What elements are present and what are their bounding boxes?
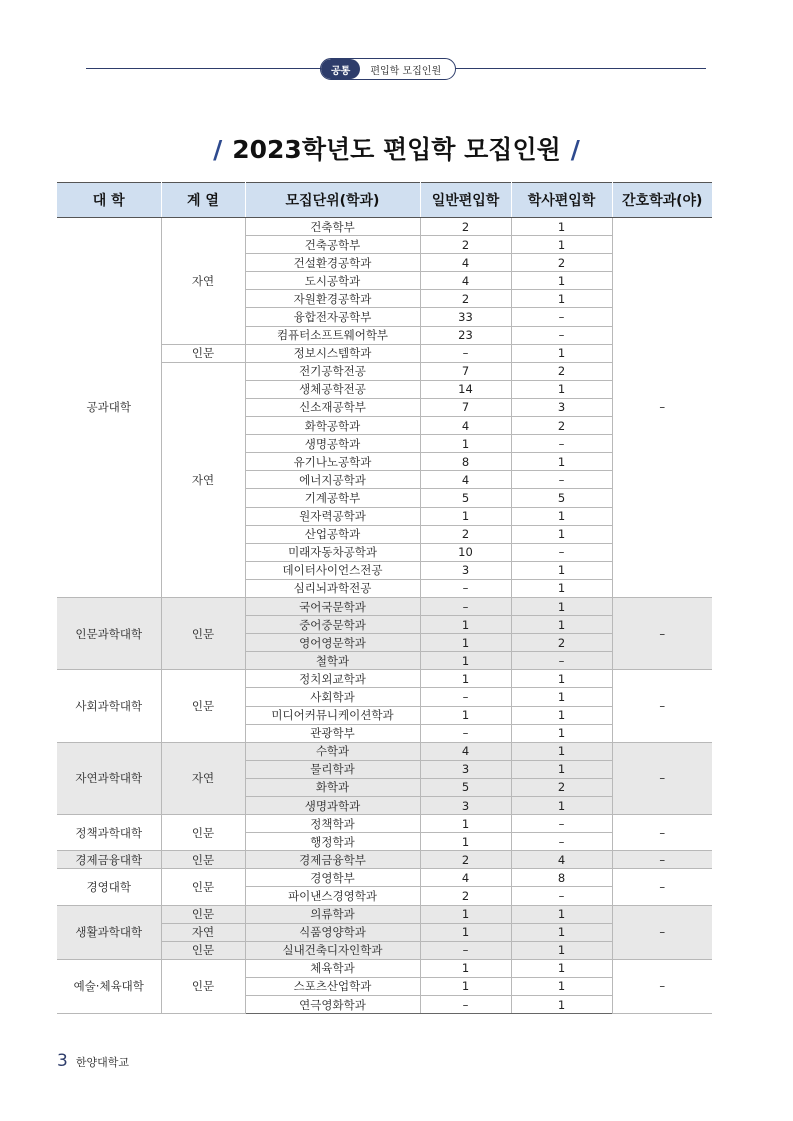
dept-cell: 수학과 xyxy=(245,742,420,760)
general-count-cell: 2 xyxy=(420,887,511,905)
bachelor-count-cell: 1 xyxy=(511,905,612,923)
dept-cell: 미래자동차공학과 xyxy=(245,543,420,561)
general-count-cell: 1 xyxy=(420,833,511,851)
general-count-cell: 8 xyxy=(420,453,511,471)
general-count-cell: 3 xyxy=(420,760,511,778)
dept-cell: 생명과학과 xyxy=(245,797,420,815)
dept-cell: 경제금융학부 xyxy=(245,851,420,869)
table-row xyxy=(57,815,712,833)
table-row xyxy=(57,959,712,977)
general-count-cell: 1 xyxy=(420,977,511,995)
footer xyxy=(57,1051,129,1071)
field-cell: 자연 xyxy=(161,923,245,941)
nursing-cell: – xyxy=(612,905,712,959)
header-category: 공통 xyxy=(321,59,360,79)
field-cell: 인문 xyxy=(161,344,245,362)
general-count-cell: 1 xyxy=(420,616,511,634)
general-count-cell: 4 xyxy=(420,272,511,290)
bachelor-count-cell: 1 xyxy=(511,996,612,1014)
dept-cell: 미디어커뮤니케이션학과 xyxy=(245,706,420,724)
bachelor-count-cell: – xyxy=(511,326,612,344)
bachelor-count-cell: 1 xyxy=(511,579,612,597)
field-cell: 인문 xyxy=(161,941,245,959)
bachelor-count-cell: 1 xyxy=(511,941,612,959)
dept-cell: 의류학과 xyxy=(245,905,420,923)
field-cell: 인문 xyxy=(161,851,245,869)
field-cell: 인문 xyxy=(161,815,245,851)
bachelor-count-cell: 1 xyxy=(511,507,612,525)
college-cell: 사회과학대학 xyxy=(57,670,161,742)
nursing-cell: – xyxy=(612,851,712,869)
bachelor-count-cell: 1 xyxy=(511,561,612,579)
general-count-cell: 1 xyxy=(420,634,511,652)
title-slash-right: / xyxy=(570,135,580,164)
bachelor-count-cell: 1 xyxy=(511,236,612,254)
dept-cell: 경영학부 xyxy=(245,869,420,887)
bachelor-count-cell: 1 xyxy=(511,670,612,688)
nursing-cell: – xyxy=(612,869,712,905)
dept-cell: 정보시스템학과 xyxy=(245,344,420,362)
bachelor-count-cell: 1 xyxy=(511,706,612,724)
dept-cell: 원자력공학과 xyxy=(245,507,420,525)
bachelor-count-cell: 1 xyxy=(511,616,612,634)
bachelor-count-cell: 1 xyxy=(511,797,612,815)
dept-cell: 기계공학부 xyxy=(245,489,420,507)
bachelor-count-cell: 1 xyxy=(511,218,612,236)
title-slash-left: / xyxy=(213,135,223,164)
nursing-cell: – xyxy=(612,597,712,669)
college-cell: 경제금융대학 xyxy=(57,851,161,869)
dept-cell: 컴퓨터소프트웨어학부 xyxy=(245,326,420,344)
bachelor-count-cell: 1 xyxy=(511,453,612,471)
general-count-cell: 2 xyxy=(420,290,511,308)
dept-cell: 연극영화학과 xyxy=(245,996,420,1014)
general-count-cell: 14 xyxy=(420,380,511,398)
dept-cell: 건축공학부 xyxy=(245,236,420,254)
general-count-cell: 7 xyxy=(420,398,511,416)
bachelor-count-cell: – xyxy=(511,887,612,905)
nursing-cell: – xyxy=(612,218,712,598)
page-number: 3 xyxy=(57,1051,68,1071)
bachelor-count-cell: 2 xyxy=(511,417,612,435)
field-cell: 인문 xyxy=(161,670,245,742)
general-count-cell: 4 xyxy=(420,742,511,760)
general-count-cell: 1 xyxy=(420,959,511,977)
field-cell: 인문 xyxy=(161,597,245,669)
general-count-cell: 4 xyxy=(420,869,511,887)
dept-cell: 생명공학과 xyxy=(245,435,420,453)
dept-cell: 데이터사이언스전공 xyxy=(245,561,420,579)
col-bachelor: 학사편입학 xyxy=(511,183,612,218)
bachelor-count-cell: 1 xyxy=(511,688,612,706)
table-body xyxy=(57,218,712,1014)
college-cell: 예술·체육대학 xyxy=(57,959,161,1013)
college-cell: 인문과학대학 xyxy=(57,597,161,669)
dept-cell: 에너지공학과 xyxy=(245,471,420,489)
bachelor-count-cell: 2 xyxy=(511,362,612,380)
dept-cell: 스포츠산업학과 xyxy=(245,977,420,995)
college-cell: 공과대학 xyxy=(57,218,161,598)
bachelor-count-cell: 1 xyxy=(511,977,612,995)
general-count-cell: 2 xyxy=(420,851,511,869)
bachelor-count-cell: 8 xyxy=(511,869,612,887)
dept-cell: 파이낸스경영학과 xyxy=(245,887,420,905)
general-count-cell: 1 xyxy=(420,905,511,923)
bachelor-count-cell: 1 xyxy=(511,525,612,543)
header-section: 편입학 모집인원 xyxy=(370,65,442,77)
table-row xyxy=(57,670,712,688)
field-cell: 인문 xyxy=(161,959,245,1013)
general-count-cell: 23 xyxy=(420,326,511,344)
general-count-cell: – xyxy=(420,996,511,1014)
dept-cell: 관광학부 xyxy=(245,724,420,742)
dept-cell: 사회학과 xyxy=(245,688,420,706)
general-count-cell: 1 xyxy=(420,923,511,941)
table-row xyxy=(57,851,712,869)
dept-cell: 산업공학과 xyxy=(245,525,420,543)
table-row xyxy=(57,597,712,615)
general-count-cell: 1 xyxy=(420,706,511,724)
general-count-cell: 5 xyxy=(420,489,511,507)
dept-cell: 행정학과 xyxy=(245,833,420,851)
bachelor-count-cell: 1 xyxy=(511,344,612,362)
dept-cell: 자원환경공학과 xyxy=(245,290,420,308)
bachelor-count-cell: 1 xyxy=(511,724,612,742)
table-row xyxy=(57,905,712,923)
field-cell: 자연 xyxy=(161,742,245,814)
bachelor-count-cell: 1 xyxy=(511,923,612,941)
dept-cell: 정책학과 xyxy=(245,815,420,833)
bachelor-count-cell: 1 xyxy=(511,742,612,760)
field-cell: 자연 xyxy=(161,218,245,345)
table-row xyxy=(57,218,712,236)
bachelor-count-cell: – xyxy=(511,435,612,453)
bachelor-count-cell: 5 xyxy=(511,489,612,507)
general-count-cell: 2 xyxy=(420,236,511,254)
nursing-cell: – xyxy=(612,670,712,742)
header-badge xyxy=(320,58,456,80)
bachelor-count-cell: – xyxy=(511,471,612,489)
bachelor-count-cell: 1 xyxy=(511,760,612,778)
dept-cell: 철학과 xyxy=(245,652,420,670)
bachelor-count-cell: – xyxy=(511,815,612,833)
bachelor-count-cell: – xyxy=(511,543,612,561)
dept-cell: 화학과 xyxy=(245,778,420,796)
dept-cell: 전기공학전공 xyxy=(245,362,420,380)
dept-cell: 도시공학과 xyxy=(245,272,420,290)
bachelor-count-cell: 4 xyxy=(511,851,612,869)
bachelor-count-cell: – xyxy=(511,833,612,851)
general-count-cell: 1 xyxy=(420,507,511,525)
general-count-cell: – xyxy=(420,579,511,597)
bachelor-count-cell: – xyxy=(511,308,612,326)
field-cell: 인문 xyxy=(161,869,245,905)
bachelor-count-cell: 1 xyxy=(511,272,612,290)
bachelor-count-cell: 1 xyxy=(511,597,612,615)
general-count-cell: 33 xyxy=(420,308,511,326)
general-count-cell: 2 xyxy=(420,525,511,543)
general-count-cell: 4 xyxy=(420,471,511,489)
table-header-row xyxy=(57,183,712,218)
dept-cell: 생체공학전공 xyxy=(245,380,420,398)
general-count-cell: – xyxy=(420,344,511,362)
dept-cell: 심리뇌과학전공 xyxy=(245,579,420,597)
bachelor-count-cell: 3 xyxy=(511,398,612,416)
dept-cell: 건설환경공학과 xyxy=(245,254,420,272)
general-count-cell: – xyxy=(420,597,511,615)
college-cell: 생활과학대학 xyxy=(57,905,161,959)
dept-cell: 실내건축디자인학과 xyxy=(245,941,420,959)
bachelor-count-cell: 2 xyxy=(511,778,612,796)
table-row xyxy=(57,869,712,887)
bachelor-count-cell: – xyxy=(511,652,612,670)
general-count-cell: 1 xyxy=(420,652,511,670)
dept-cell: 식품영양학과 xyxy=(245,923,420,941)
general-count-cell: 10 xyxy=(420,543,511,561)
bachelor-count-cell: 1 xyxy=(511,959,612,977)
table-row xyxy=(57,742,712,760)
general-count-cell: – xyxy=(420,941,511,959)
dept-cell: 화학공학과 xyxy=(245,417,420,435)
dept-cell: 유기나노공학과 xyxy=(245,453,420,471)
college-cell: 경영대학 xyxy=(57,869,161,905)
field-cell: 자연 xyxy=(161,362,245,597)
nursing-cell: – xyxy=(612,959,712,1013)
college-cell: 정책과학대학 xyxy=(57,815,161,851)
dept-cell: 중어중문학과 xyxy=(245,616,420,634)
dept-cell: 정치외교학과 xyxy=(245,670,420,688)
general-count-cell: 7 xyxy=(420,362,511,380)
field-cell: 인문 xyxy=(161,905,245,923)
dept-cell: 신소재공학부 xyxy=(245,398,420,416)
col-nursing: 간호학과(야) xyxy=(612,183,712,218)
dept-cell: 국어국문학과 xyxy=(245,597,420,615)
dept-cell: 체육학과 xyxy=(245,959,420,977)
nursing-cell: – xyxy=(612,815,712,851)
dept-cell: 융합전자공학부 xyxy=(245,308,420,326)
college-cell: 자연과학대학 xyxy=(57,742,161,814)
general-count-cell: – xyxy=(420,688,511,706)
dept-cell: 영어영문학과 xyxy=(245,634,420,652)
dept-cell: 물리학과 xyxy=(245,760,420,778)
general-count-cell: 1 xyxy=(420,815,511,833)
col-field: 계 열 xyxy=(161,183,245,218)
title-text: 2023학년도 편입학 모집인원 xyxy=(232,135,561,164)
general-count-cell: 4 xyxy=(420,254,511,272)
dept-cell: 건축학부 xyxy=(245,218,420,236)
col-college: 대 학 xyxy=(57,183,161,218)
bachelor-count-cell: 1 xyxy=(511,380,612,398)
page-title xyxy=(0,130,793,166)
general-count-cell: – xyxy=(420,724,511,742)
col-dept: 모집단위(학과) xyxy=(245,183,420,218)
general-count-cell: 2 xyxy=(420,218,511,236)
bachelor-count-cell: 1 xyxy=(511,290,612,308)
bachelor-count-cell: 2 xyxy=(511,634,612,652)
general-count-cell: 3 xyxy=(420,797,511,815)
general-count-cell: 3 xyxy=(420,561,511,579)
general-count-cell: 4 xyxy=(420,417,511,435)
general-count-cell: 1 xyxy=(420,435,511,453)
bachelor-count-cell: 2 xyxy=(511,254,612,272)
university-name: 한양대학교 xyxy=(75,1056,129,1069)
col-general: 일반편입학 xyxy=(420,183,511,218)
general-count-cell: 1 xyxy=(420,670,511,688)
nursing-cell: – xyxy=(612,742,712,814)
admission-table xyxy=(57,182,712,1014)
general-count-cell: 5 xyxy=(420,778,511,796)
